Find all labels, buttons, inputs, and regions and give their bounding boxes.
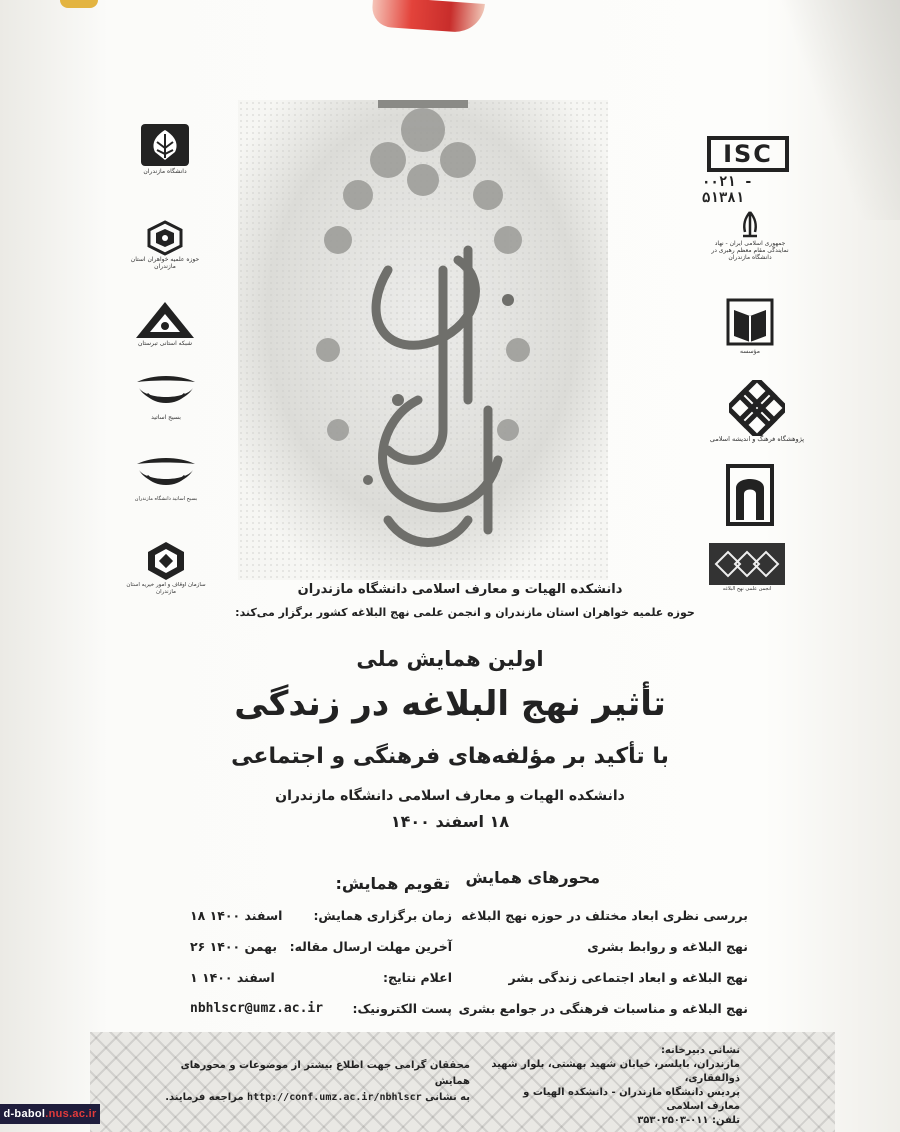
isc-logo	[702, 136, 794, 206]
tree-emblem-icon	[137, 122, 193, 168]
phone-number: تلفن: ۰۱۱-۳۵۳۰۲۵۰۳	[637, 1115, 740, 1126]
axis-item: بررسی نظری ابعاد مختلف در حوزه نهج البلاغه	[461, 908, 748, 923]
website-link[interactable]: http://conf.umz.ac.ir/nbhlscr	[247, 1092, 422, 1103]
calendar-label: آخرین مهلت ارسال مقاله:	[289, 939, 452, 954]
conference-subtitle: با تأکید بر مؤلفه‌های فرهنگی و اجتماعی	[231, 744, 669, 769]
institute-logo	[714, 296, 786, 355]
tv-network-logo	[124, 300, 206, 347]
email-address[interactable]: nbhlscr@umz.ac.ir	[190, 1001, 324, 1016]
paper-shadow	[780, 0, 900, 220]
address-line: مازندران، بابلسر، خیابان شهید بهشتی، بلوار شهید ذوالفقاری،	[491, 1059, 740, 1084]
organizer-line-2: حوزه علمیه خواهران استان مازندران و انجمن علمی نهج البلاغه کشور برگزار می‌کند:	[235, 606, 695, 619]
isc-text: ISC	[707, 136, 789, 172]
calendar-item	[190, 908, 452, 939]
axes-heading: محورهای همایش	[465, 868, 600, 887]
axis-item: نهج البلاغه و مناسبات فرهنگی در جوامع بشری	[458, 1001, 748, 1016]
tv-emblem-icon	[134, 300, 196, 340]
site-watermark	[0, 1104, 100, 1124]
seminary-emblem-icon	[145, 220, 185, 256]
axes-list	[420, 908, 748, 1032]
calendar-item	[190, 970, 452, 1001]
logo-caption: حوزه علمیه خواهران استان مازندران	[130, 256, 200, 271]
logo-caption: سازمان اوقاف و امور خیریه استان مازندران	[126, 582, 206, 595]
calendar-item	[190, 1001, 452, 1032]
secretariat-address	[490, 1044, 740, 1128]
calendar-label: پست الکترونیک:	[352, 1001, 452, 1016]
basij-emblem-icon	[133, 456, 199, 496]
host-faculty: دانشکده الهیات و معارف اسلامی دانشگاه مازندران	[275, 788, 625, 804]
logo-caption: مؤسسه	[740, 348, 760, 355]
axis-item: نهج البلاغه و روابط بشری	[587, 939, 748, 954]
logo-caption: جمهوری اسلامی ایران - نهاد نمایندگی مقام معظم رهبری در دانشگاه مازندران	[711, 240, 789, 262]
note-line	[150, 1090, 470, 1106]
calendar-label: زمان برگزاری همایش:	[313, 908, 452, 923]
nahj-association-logo	[706, 542, 788, 592]
watermark-suffix: .nus.ac.ir	[45, 1108, 97, 1120]
calendar-value: ۱۸ اسفند ۱۴۰۰	[190, 908, 283, 923]
note-pre: به نشانی	[425, 1092, 470, 1103]
website-note	[150, 1058, 470, 1106]
research-logo	[709, 380, 805, 444]
calendar-list	[190, 908, 452, 1032]
calligraphy-artwork	[238, 100, 608, 580]
conference-ordinal: اولین همایش ملی	[356, 647, 544, 671]
mosque-logo	[722, 464, 778, 526]
organizer-line-1: دانشکده الهیات و معارف اسلامی دانشگاه مازندران	[297, 582, 623, 597]
basij-logo-1	[128, 374, 204, 421]
note-post: مراجعه فرمایند.	[165, 1092, 244, 1103]
watermark-prefix: d-babol	[3, 1108, 46, 1120]
isc-phone: ۰۰۲۱ - ۵۱۳۸۱	[702, 174, 753, 206]
calendar-item	[190, 939, 452, 970]
logo-caption: انجمن علمی نهج البلاغه	[722, 586, 772, 592]
iran-emblem-icon	[735, 210, 765, 240]
axis-item: نهج البلاغه و ابعاد اجتماعی زندگی بشر	[508, 970, 748, 985]
note-line: محققان گرامی جهت اطلاع بیشتر از موضوعات و محورهای همایش	[180, 1060, 470, 1087]
logo-caption: پژوهشگاه فرهنگ و اندیشه اسلامی	[709, 435, 805, 443]
awqaf-emblem-icon	[146, 540, 186, 582]
basij-logo-2	[128, 456, 204, 502]
red-object	[371, 0, 485, 34]
conference-title: تأثیر نهج البلاغه در زندگی	[234, 684, 666, 724]
calendar-label: اعلام نتایج:	[382, 970, 452, 985]
logo-caption: بسیج اساتید	[151, 414, 181, 421]
university-mazandaran-logo	[130, 122, 200, 175]
calendar-value: ۱ اسفند ۱۴۰۰	[190, 970, 275, 985]
yellow-object	[60, 0, 98, 8]
basij-emblem-icon	[133, 374, 199, 414]
calendar-value: ۲۶ بهمن ۱۴۰۰	[190, 939, 278, 954]
logo-caption: بسیج اساتید دانشگاه مازندران	[134, 496, 198, 502]
iran-emblem-logo	[704, 210, 796, 262]
address-title: نشانی دبیرخانه:	[660, 1045, 740, 1056]
awqaf-logo	[118, 540, 214, 595]
address-line: پردیس دانشگاه مازندران - دانشکده الهیات و معارف اسلامی	[523, 1087, 740, 1112]
mosque-emblem-icon	[726, 464, 774, 526]
calendar-heading: تقویم همایش:	[335, 874, 450, 893]
pattern-emblem-icon	[708, 542, 786, 586]
logo-caption: شبکه استانی تبرستان	[137, 340, 193, 347]
conference-date: ۱۸ اسفند ۱۴۰۰	[390, 812, 510, 831]
logo-caption: دانشگاه مازندران	[143, 168, 187, 175]
knot-emblem-icon	[729, 380, 785, 436]
seminary-logo	[130, 220, 200, 270]
book-emblem-icon	[724, 296, 776, 348]
